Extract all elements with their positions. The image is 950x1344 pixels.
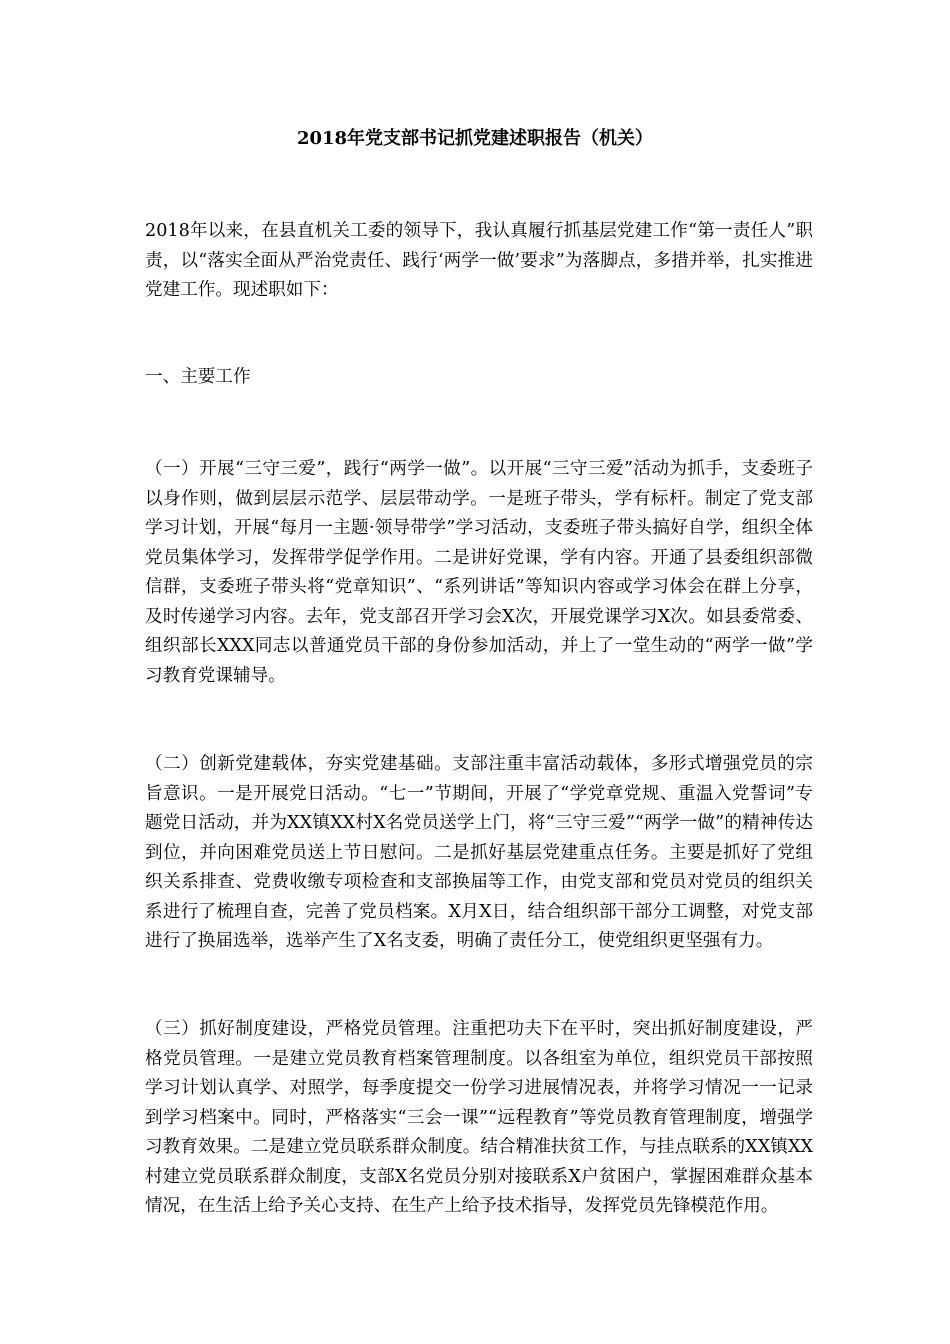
section-paragraph-3: （三）抓好制度建设，严格党员管理。注重把功夫下在平时，突出抓好制度建设，严格党员管理。一是建立党员教育档案管理制度。以各组室为单位，组织党员干部按照学习计划认真学、对照学，每季度提交一份学习进展情况表，并将学习情况一一记录到学习档案中。同时，严格落实“三会一课”“远程教育”等党员教育管理制度，增强学习教育效果。二是建立党员联系群众制度。结合精准扶贫工作，与挂点联系的XX镇XX村建立党员联系群众制度，支部X名党员分别对接联系X户贫困户，掌握困难群众基本情况，在生活上给予关心支持、在生产上给予技术指导，发挥党员先锋模范作用。: [145, 1019, 813, 1216]
document-title: 2018年党支部书记抓党建述职报告（机关）: [296, 128, 654, 149]
section-paragraph-2: （二）创新党建载体，夯实党建基础。支部注重丰富活动载体，多形式增强党员的宗旨意识。一是开展党日活动。“七一”节期间，开展了“学党章党规、重温入党誓词”专题党日活动，并为XX镇XX村X名党员送学上门，将“三守三爱”“两学一做”的精神传达到位，并向困难党员送上节日慰问。二是抓好基层党建重点任务。主要是抓好了党组织关系排查、党费收缴专项检查和支部换届等工作，由党支部和党员对党员的组织关系进行了梳理自查，完善了党员档案。X月X日，结合组织部干部分工调整，对党支部进行了换届选举，选举产生了X名支委，明确了责任分工，使党组织更坚强有力。: [145, 754, 813, 951]
intro-paragraph: 2018年以来，在县直机关工委的领导下，我认真履行抓基层党建工作“第一责任人”职责，以“落实全面从严治党责任、践行‘两学一做’要求”为落脚点，多措并举，扎实推进党建工作。现述职如下：: [145, 221, 813, 300]
section-paragraph-1: （一）开展“三守三爱”，践行“两学一做”。以开展“三守三爱”活动为抓手，支委班子以身作则，做到层层示范学、层层带动学。一是班子带头，学有标杆。制定了党支部学习计划，开展“每月一主题·领导带学”学习活动，支委班子带头搞好自学，组织全体党员集体学习，发挥带学促学作用。二是讲好党课，学有内容。开通了县委组织部微信群，支委班子带头将“党章知识”、“系列讲话”等知识内容或学习体会在群上分享，及时传递学习内容。去年，党支部召开学习会X次，开展党课学习X次。如县委常委、组织部长XXX同志以普通党员干部的身份参加活动，并上了一堂生动的“两学一做”学习教育党课辅导。: [145, 459, 813, 686]
section-heading-main-work: 一、主要工作: [145, 367, 251, 387]
